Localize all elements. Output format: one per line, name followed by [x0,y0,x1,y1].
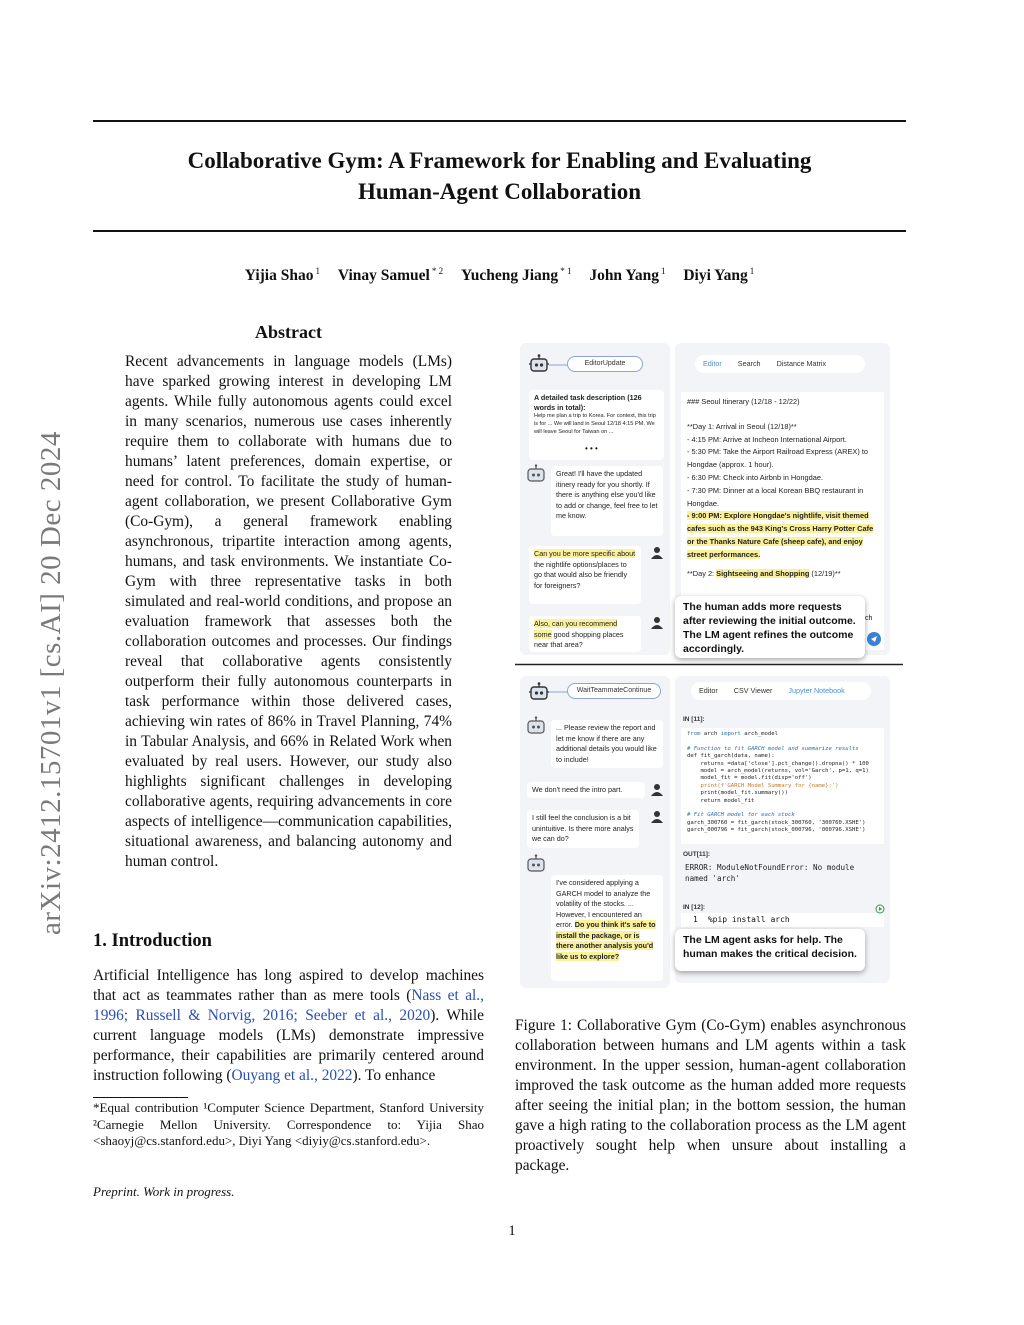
arxiv-watermark: arXiv:2412.15701v1 [cs.AI] 20 Dec 2024 [35,431,67,935]
connector-line [549,690,569,694]
code-cell[interactable]: from arch import arch_model # Function to fit GARCH model and summarize results def fit_garch(data, name): returns =data['close'].pct_change().dropna() * 100 model = arch_model(returns, vol='Garch', p=1, q=1) model_fit = model.fit(disp='off') print(f'GARCH Model Summary for {name}:') print(model_fit.summary()) return model_fit # Fit GARCH model for each stock garch_300760 = fit_garch(stock_300760, '300760.XSHE') garch_000796 = fit_garch(stock_000796, '000796.XSHE') [681,728,884,844]
send-icon[interactable] [867,632,881,646]
intro-heading: 1. Introduction [93,931,212,951]
intro-body: Artificial Intelligence has long aspired to develop machines that act as teammates rather than as mere tools (Nass et al., 1996; Russell & Norvig, 2016; Seeber et al., 2020). While current language models (LMs) demonstrate impressive performance, their capabilities are primarily centered around instruction following (Ouyang et al., 2022). To enhance [93,967,484,1084]
callout-top: The human adds more requests after reviewing the initial outcome. The LM agent refines the outcome accordingly. [675,596,865,658]
title-bottom-rule [93,230,906,232]
preprint-note: Preprint. Work in progress. [93,1184,235,1199]
highlighted-addition: - 9:00 PM: Explore Hongdae's nightlife, visit themed cafes such as the 943 King's Cross Harry Potter Cafe or the Thanks Nature Cafe (sheep cafe), and enjoy street performances. [687,511,874,559]
error-output: ERROR: ModuleNotFoundError: No module named 'arch' [685,863,855,883]
human-message: I still feel the conclusion is a bit unintuitive. Is there more analys we can do? [527,810,639,848]
tool-pill-editor-update[interactable]: EditorUpdate [567,356,643,372]
cell-input-label: IN [12]: [683,904,706,911]
robot-icon [525,464,547,484]
figure-caption: Figure 1: Collaborative Gym (Co-Gym) enables asynchronous collaboration between humans and LM agents within a task environment. In the upper session, human-agent collaboration improved the task outcome as the human added more requests after seeing the initial plan; in the bottom session, the human gave a high rating to the collaboration process as the LM agent proactively sought help when unsure about installing a package. [515,1017,906,1174]
agent-message: ... Please review the report and let me know if there are any additional details you would like to include! [551,720,663,768]
abstract-heading: Abstract [255,322,322,342]
top-rule [93,120,906,122]
paper-title: Collaborative Gym: A Framework for Enabling and Evaluating Human-Agent Collaboration [187,148,812,204]
author: Diyi Yang $^1$ [683,266,755,285]
callout-bottom: The LM agent asks for help. The human makes the critical decision. [675,929,865,971]
person-icon [650,783,664,797]
footnote-rule [93,1097,188,1098]
tab-distance-matrix[interactable]: Distance Matrix [776,359,827,368]
cell-output-label: OUT[11]: [683,851,711,858]
figure-1 [515,340,906,990]
human-message: Can you be more specific about the nightlife options/places to go that would also be friendly for foreigners? [529,546,641,604]
author: Yucheng Jiang $^{* 1}$ [460,266,572,285]
cell-input-label: IN [11]: [683,716,705,723]
page-number: 1 [508,1223,516,1239]
author: John Yang $^1$ [589,266,666,285]
tool-pill-wait-teammate[interactable]: WaitTeammateContinue [567,683,661,699]
tab-search[interactable]: Search [737,359,761,368]
robot-icon [525,854,547,874]
tab-bar-bottom [691,682,871,700]
robot-icon [525,716,547,736]
person-icon [650,810,664,824]
citation-link[interactable]: Ouyang et al., 2022 [231,1067,353,1084]
itinerary-document: ### Seoul Itinerary (12/18 - 12/22) **Day 1: Arrival in Seoul (12/18)** - 4:15 PM: Arrive at Incheon International Airport. - 5:30 PM: Take the Airport Railroad Express (AREX) to Hongdae (approx. 1 hour). - 6:30 PM: Check into Airbnb in Hongdae. - 7:30 PM: Dinner at a local Korean BBQ restaurant in Hongdae. - 9:00 PM: Explore Hongdae's nightlife, visit themed cafes such as the 943 King's Cross Harry Potter Cafe or the Thanks Nature Cafe (sheep cafe), and enjoy street performances. **Day 2: Sightseeing and Shopping (12/19)** [681,392,884,650]
author: Yijia Shao $^1$ [244,266,320,285]
tab-bar-top [695,355,865,373]
human-message: We don't need the intro part. [527,782,645,798]
tab-editor[interactable]: Editor [703,359,722,368]
task-description: A detailed task description (126 words in total): Help me plan a trip to Korea. For context, this trip is for ... We will land in Seoul 12/18 4:15 PM. We will leave Seoul for Taiwan on ... [529,390,664,460]
person-icon [650,546,664,560]
robot-icon [528,682,550,702]
footnote: *Equal contribution ¹Computer Science Department, Stanford University ²Carnegie Mellon University. Correspondence to: Yijia Shao <shaoyj@cs.stanford.edu>, Diyi Yang <diyiy@cs.stanford.edu>. [93,1100,484,1148]
author-list [93,266,906,285]
tab-jupyter-notebook[interactable]: Jupyter Notebook [788,686,845,695]
agent-message: I've considered applying a GARCH model to analyze the volatility of the stocks. ... However, I encountered an error. Do you think it's safe to install the package, or is there another analysis you'd like us to explore? [551,875,663,981]
ellipsis-dots: • • • [585,444,598,453]
cut-off-text: ch [865,615,873,622]
run-cell-icon[interactable] [875,904,885,914]
tab-editor[interactable]: Editor [699,686,718,695]
install-cell-input[interactable]: 1 %pip install arch [681,913,884,927]
robot-icon [528,354,550,374]
tab-csv-viewer[interactable]: CSV Viewer [733,686,773,695]
connector-line [549,363,569,367]
author: Vinay Samuel $^{* 2}$ [337,266,444,285]
agent-message: Great! I'll have the updated itinery ready for you shortly. If there is anything else you'd like to add or change, feel free to let me know. [551,466,663,536]
session-divider [515,663,906,666]
abstract-body: Recent advancements in language models (LMs) have sparked growing interest in developing LM agents. While fully autonomous agents could excel in many scenarios, numerous use cases inherently require them to collaborate with humans due to humans’ latent preferences, domain expertise, or need for control. To facilitate the study of human-agent collaboration, we present Collaborative Gym (Co-Gym), a general framework enabling asynchronous, tripartite interaction among agents, humans, and task environments. We instantiate Co-Gym with three representative tasks in both simulated and real-world conditions, and propose an evaluation framework that assesses both the collaboration outcomes and processes. Our findings reveal that collaborative agents consistently outperform their fully autonomous counterparts in task performance within those delivered cases, achieving win rates of 86% in Travel Planning, 74% in Tabular Analysis, and 66% in Related Work when evaluated by real users. However, our study also highlights significant challenges in developing collaborative agents, requiring advancements in core aspects of intelligence—communication capabilities, situational awareness, and balancing autonomy and human control. [125,353,452,870]
human-message: Also, can you recommend some good shopping places near that area? [529,616,641,652]
person-icon [650,616,664,630]
citation-link[interactable]: Nass et al., 1996; Russell & Norvig, 2016; Seeber et al., 2020 [93,987,484,1024]
